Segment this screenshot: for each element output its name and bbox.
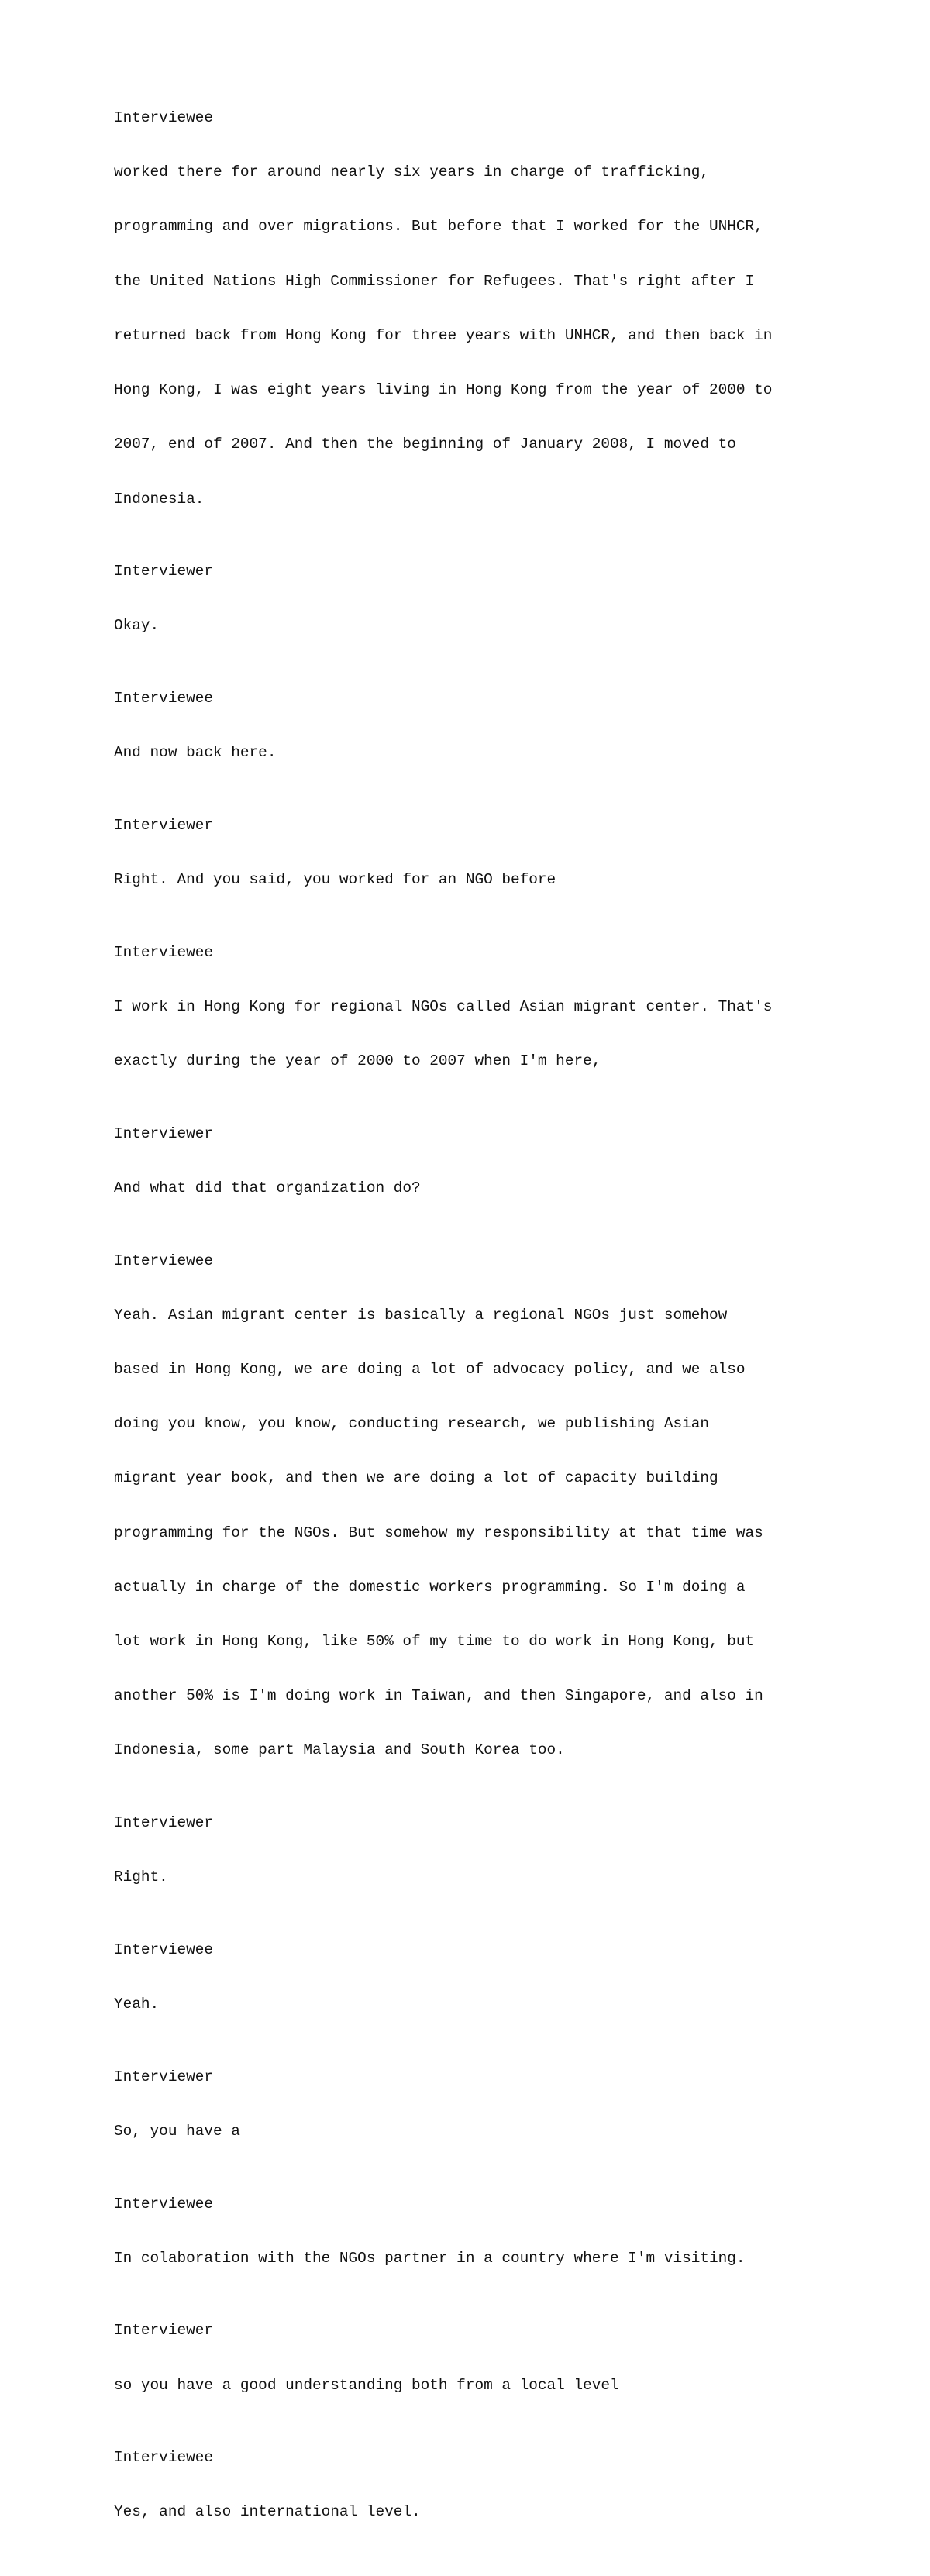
utterance bbox=[114, 962, 889, 1107]
utterance-line: another 50% is I'm doing work in Taiwan, and then Singapore, and also in bbox=[114, 1687, 763, 1705]
speaker-label: Interviewer bbox=[114, 1124, 213, 1142]
transcript-turn bbox=[114, 2195, 889, 2304]
speaker-label: Interviewer bbox=[114, 2322, 213, 2340]
utterance bbox=[114, 581, 889, 672]
transcript-turn bbox=[114, 944, 889, 1107]
utterance-line: And now back here. bbox=[114, 744, 277, 762]
transcript-turn bbox=[114, 2322, 889, 2430]
utterance-line: 2007, end of 2007. And then the beginning of January 2008, I moved to bbox=[114, 436, 736, 453]
transcript-page bbox=[114, 109, 889, 2576]
utterance bbox=[114, 1143, 889, 1234]
speaker-label: Interviewee bbox=[114, 109, 213, 126]
speaker-label: Interviewer bbox=[114, 816, 213, 834]
transcript-turn bbox=[114, 2449, 889, 2557]
speaker-label: Interviewee bbox=[114, 943, 213, 961]
utterance bbox=[114, 2213, 889, 2304]
utterance-line: Indonesia. bbox=[114, 490, 205, 508]
utterance-line: Right. bbox=[114, 1868, 168, 1886]
utterance-line: And what did that organization do? bbox=[114, 1179, 421, 1197]
utterance bbox=[114, 127, 889, 544]
transcript-turn bbox=[114, 109, 889, 545]
speaker-label: Interviewee bbox=[114, 2449, 213, 2467]
transcript-turn bbox=[114, 2068, 889, 2177]
utterance-line: exactly during the year of 2000 to 2007 when I'm here, bbox=[114, 1052, 601, 1070]
utterance-line: programming for the NGOs. But somehow my responsibility at that time was bbox=[114, 1524, 763, 1541]
transcript-turn bbox=[114, 1125, 889, 1234]
utterance-line: Okay. bbox=[114, 617, 160, 635]
utterance-line: migrant year book, and then we are doing a lot of capacity building bbox=[114, 1469, 718, 1487]
utterance-line: programming and over migrations. But before that I worked for the UNHCR, bbox=[114, 218, 763, 236]
utterance-line: actually in charge of the domestic workers programming. So I'm doing a bbox=[114, 1578, 746, 1596]
utterance-line: Yes, and also international level. bbox=[114, 2503, 421, 2521]
utterance-line: In colaboration with the NGOs partner in a country where I'm visiting. bbox=[114, 2249, 746, 2267]
utterance-line: Hong Kong, I was eight years living in Hong Kong from the year of 2000 to bbox=[114, 381, 773, 399]
speaker-label: Interviewee bbox=[114, 689, 213, 707]
utterance bbox=[114, 1959, 889, 2050]
utterance bbox=[114, 835, 889, 925]
speaker-label: Interviewee bbox=[114, 2195, 213, 2213]
utterance-line: Yeah. Asian migrant center is basically a regional NGOs just somehow bbox=[114, 1306, 728, 1324]
utterance-line: so you have a good understanding both from a local level bbox=[114, 2376, 619, 2394]
utterance bbox=[114, 2086, 889, 2177]
utterance-line: lot work in Hong Kong, like 50% of my time to do work in Hong Kong, but bbox=[114, 1633, 755, 1651]
utterance-line: Yeah. bbox=[114, 1996, 160, 2013]
transcript-turn bbox=[114, 817, 889, 925]
speaker-label: Interviewee bbox=[114, 1252, 213, 1269]
utterance bbox=[114, 2340, 889, 2431]
utterance-line: Indonesia, some part Malaysia and South Korea too. bbox=[114, 1741, 565, 1759]
speaker-label: Interviewer bbox=[114, 2068, 213, 2085]
utterance-line: the United Nations High Commissioner for Refugees. That's right after I bbox=[114, 272, 755, 290]
utterance-line: worked there for around nearly six years in charge of trafficking, bbox=[114, 164, 709, 181]
utterance-line: Right. And you said, you worked for an NGO before bbox=[114, 871, 556, 889]
utterance-line: I work in Hong Kong for regional NGOs called Asian migrant center. That's bbox=[114, 997, 773, 1015]
speaker-label: Interviewer bbox=[114, 1814, 213, 1832]
utterance bbox=[114, 1832, 889, 1923]
utterance-line: returned back from Hong Kong for three years with UNHCR, and then back in bbox=[114, 326, 773, 344]
utterance-line: doing you know, you know, conducting research, we publishing Asian bbox=[114, 1415, 709, 1433]
speaker-label: Interviewer bbox=[114, 563, 213, 580]
transcript-turn bbox=[114, 690, 889, 798]
transcript-turn bbox=[114, 563, 889, 671]
speaker-label: Interviewee bbox=[114, 1941, 213, 1958]
utterance bbox=[114, 1270, 889, 1796]
utterance-line: based in Hong Kong, we are doing a lot of advocacy policy, and we also bbox=[114, 1360, 746, 1378]
utterance bbox=[114, 2468, 889, 2558]
transcript-turn bbox=[114, 1941, 889, 2050]
transcript-turn bbox=[114, 1252, 889, 1796]
utterance-line: So, you have a bbox=[114, 2122, 240, 2140]
utterance bbox=[114, 708, 889, 798]
transcript-turn bbox=[114, 1814, 889, 1923]
